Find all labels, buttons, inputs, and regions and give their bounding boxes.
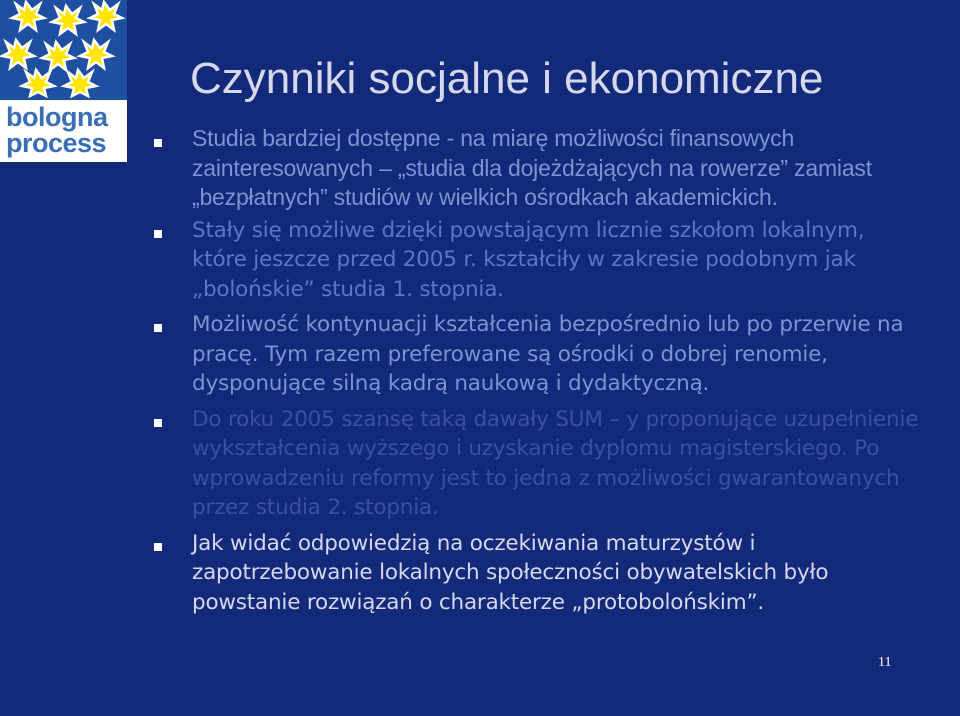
bullet-text: Możliwość kontynuacji kształcenia bezpośrednio lub po przerwie na pracę. Tym razem preferowane są ośrodki o dobrej renomie, dysponujące silną kadrą naukową i dydaktyczną.: [192, 312, 904, 396]
square-bullet-icon: [154, 230, 162, 238]
bullet-text: Stały się możliwe dzięki powstającym licznie szkołom lokalnym, które jeszcze przed 2005 r. kształciły w zakresie podobnym jak „bolońskie” studia 1. stopnia.: [192, 217, 865, 302]
square-bullet-icon: [154, 139, 162, 147]
slide-title: Czynniki socjalne i ekonomiczne: [190, 54, 824, 103]
logo-word-bologna: bologna: [6, 102, 108, 132]
square-bullet-icon: [154, 324, 162, 332]
bullet-text: Jak widać odpowiedzią na oczekiwania maturzystów i zapotrzebowanie lokalnych społeczności obywatelskich było powstanie rozwiązań o charakterze „protobolońskim”.: [192, 530, 829, 615]
bullet-list: [150, 124, 920, 617]
stars-icon: [0, 0, 127, 98]
bologna-process-logo: [0, 0, 127, 162]
logo-wordmark: [0, 100, 127, 162]
bullet-item: [150, 216, 920, 305]
bullet-item: [150, 124, 920, 213]
square-bullet-icon: [154, 543, 162, 551]
bullet-text: Studia bardziej dostępne - na miarę możliwości finansowych zainteresowanych – „studia dla dojeżdżających na rowerze” zamiast „bezpłatnych” studiów w wielkich ośrodkach akademickich.: [192, 125, 872, 210]
bullet-item: [150, 310, 920, 399]
bullet-item: [150, 405, 920, 523]
page-number: 11: [878, 655, 892, 670]
bullet-item: [150, 529, 920, 618]
bullet-text: Do roku 2005 szansę taką dawały SUM – y proponujące uzupełnienie wykształcenia wyższego i uzyskanie dyplomu magisterskiego. Po wprowadzeniu reformy jest to jedna z możliwości gwarantowanych przez studia 2. stopnia.: [192, 406, 919, 520]
square-bullet-icon: [154, 419, 162, 427]
logo-word-process: process: [6, 128, 107, 158]
